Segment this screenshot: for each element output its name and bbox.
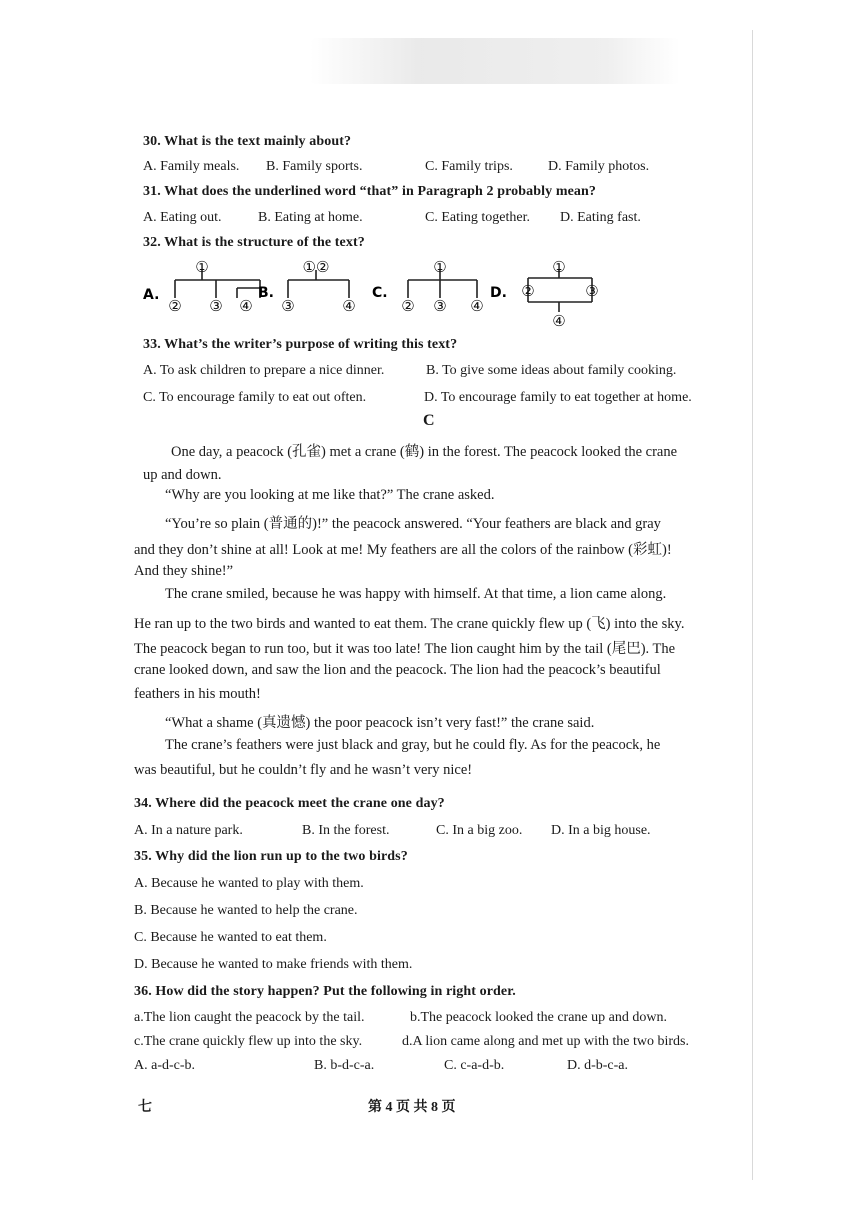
question-31: 31. What does the underlined word “that” in Paragraph 2 probably mean?	[143, 184, 596, 199]
question-32: 32. What is the structure of the text?	[143, 235, 365, 250]
q32-option-a-letter: A.	[143, 287, 160, 303]
q31-option-c: C. Eating together.	[425, 210, 530, 225]
question-30: 30. What is the text mainly about?	[143, 134, 352, 149]
b-label-3: ③	[281, 297, 295, 315]
q35-option-a: A. Because he wanted to play with them.	[134, 876, 364, 891]
passage-title: C	[423, 412, 435, 429]
q36-option-c: C. c-a-d-b.	[444, 1058, 505, 1073]
q36-option-d: D. d-b-c-a.	[567, 1058, 629, 1073]
q33-option-b: B. To give some ideas about family cooking.	[426, 363, 677, 378]
q33-option-d: D. To encourage family to eat together at home.	[424, 390, 692, 405]
passage-line: and they don’t shine at all! Look at me! My feathers are all the colors of the rainbow (彩虹)!	[134, 542, 672, 558]
passage-line: He ran up to the two birds and wanted to eat them. The crane quickly flew up (飞) into the sky.	[134, 616, 685, 632]
footer-left: 七	[138, 1100, 152, 1115]
structure-diagrams	[140, 258, 610, 330]
a-label-1: ①	[195, 258, 209, 276]
q34-option-a: A. In a nature park.	[134, 823, 243, 838]
q36-event-c: c.The crane quickly flew up into the sky.	[134, 1034, 363, 1049]
q36-event-b: b.The peacock looked the crane up and down.	[410, 1010, 667, 1025]
q30-option-a: A. Family meals.	[143, 159, 240, 174]
passage-line: The crane smiled, because he was happy with himself. At that time, a lion came along.	[165, 586, 667, 602]
q34-option-d: D. In a big house.	[551, 823, 651, 838]
d-label-3: ③	[585, 282, 599, 300]
d-label-4: ④	[552, 312, 566, 330]
a-label-2: ②	[168, 297, 182, 315]
q32-option-d-letter: D.	[490, 285, 507, 301]
b-label-12: ①②	[302, 258, 330, 276]
c-label-3: ③	[433, 297, 447, 315]
passage-line: was beautiful, but he couldn’t fly and he wasn’t very nice!	[134, 762, 473, 778]
d-label-1: ①	[552, 258, 566, 276]
passage-line: “Why are you looking at me like that?” The crane asked.	[165, 487, 495, 503]
c-label-1: ①	[433, 258, 447, 276]
a-label-4: ④	[239, 297, 253, 315]
q35-option-c: C. Because he wanted to eat them.	[134, 930, 327, 945]
passage-line: The crane’s feathers were just black and gray, but he could fly. As for the peacock, he	[165, 737, 661, 753]
passage-line: “You’re so plain (普通的)!” the peacock answered. “Your feathers are black and gray	[165, 516, 661, 532]
q33-option-a: A. To ask children to prepare a nice dinner.	[143, 363, 385, 378]
question-34: 34. Where did the peacock meet the crane one day?	[134, 796, 445, 811]
q30-option-b: B. Family sports.	[266, 159, 363, 174]
q35-option-d: D. Because he wanted to make friends with them.	[134, 957, 413, 972]
passage-line: One day, a peacock (孔雀) met a crane (鹤) in the forest. The peacock looked the crane	[171, 444, 678, 460]
passage-line: The peacock began to run too, but it was too late! The lion caught him by the tail (尾巴). The	[134, 641, 676, 657]
passage-line: crane looked down, and saw the lion and the peacock. The lion had the peacock’s beautiful	[134, 662, 661, 678]
q36-event-d: d.A lion came along and met up with the two birds.	[402, 1034, 689, 1049]
q32-option-b-letter: B.	[258, 285, 274, 301]
c-label-2: ②	[401, 297, 415, 315]
q32-option-c-letter: C.	[372, 285, 388, 301]
q36-event-a: a.The lion caught the peacock by the tail.	[134, 1010, 365, 1025]
q34-option-c: C. In a big zoo.	[436, 823, 523, 838]
q33-option-c: C. To encourage family to eat out often.	[143, 390, 367, 405]
passage-line: up and down.	[143, 467, 222, 483]
q30-option-c: C. Family trips.	[425, 159, 513, 174]
q30-option-d: D. Family photos.	[548, 159, 650, 174]
q34-option-b: B. In the forest.	[302, 823, 390, 838]
b-label-4: ④	[342, 297, 356, 315]
q36-option-b: B. b-d-c-a.	[314, 1058, 375, 1073]
scan-smudge	[310, 38, 680, 84]
q31-option-a: A. Eating out.	[143, 210, 222, 225]
q35-option-b: B. Because he wanted to help the crane.	[134, 903, 358, 918]
d-label-2: ②	[521, 282, 535, 300]
scan-edge-line	[752, 30, 753, 1180]
q36-option-a: A. a-d-c-b.	[134, 1058, 196, 1073]
q31-option-b: B. Eating at home.	[258, 210, 363, 225]
question-36: 36. How did the story happen? Put the following in right order.	[134, 984, 516, 999]
question-33: 33. What’s the writer’s purpose of writing this text?	[143, 337, 458, 352]
c-label-4: ④	[470, 297, 484, 315]
passage-line: feathers in his mouth!	[134, 686, 261, 702]
q31-option-d: D. Eating fast.	[560, 210, 641, 225]
passage-line: And they shine!”	[134, 563, 234, 579]
page-number: 第 4 页 共 8 页	[368, 1100, 456, 1115]
question-35: 35. Why did the lion run up to the two birds?	[134, 849, 408, 864]
passage-line: “What a shame (真遗憾) the poor peacock isn’t very fast!” the crane said.	[165, 715, 595, 731]
a-label-3: ③	[209, 297, 223, 315]
